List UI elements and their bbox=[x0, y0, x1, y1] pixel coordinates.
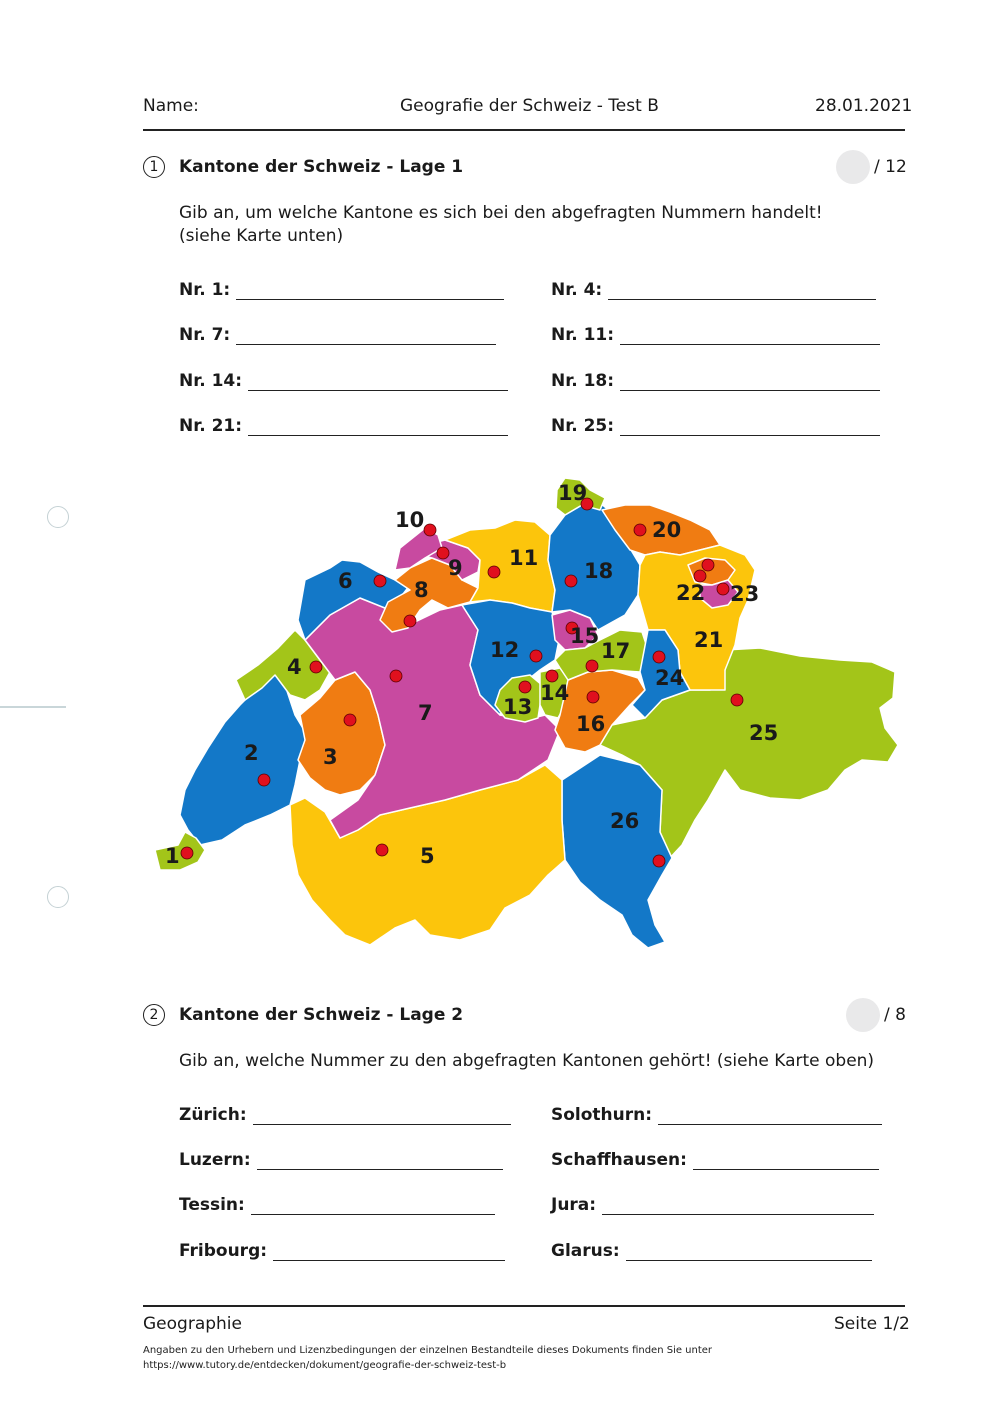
capital-dot bbox=[530, 650, 542, 662]
field-label: Nr. 1: bbox=[179, 280, 231, 300]
canton-label-3: 3 bbox=[323, 745, 338, 769]
capital-dot bbox=[717, 583, 729, 595]
task-1-max-score: / 12 bbox=[874, 157, 907, 177]
answer-line[interactable] bbox=[602, 1198, 874, 1215]
canton-label-17: 17 bbox=[601, 639, 631, 663]
canton-label-6: 6 bbox=[338, 569, 353, 593]
name-label: Name: bbox=[143, 96, 199, 116]
canton-label-20: 20 bbox=[652, 518, 682, 542]
canton-label-14: 14 bbox=[540, 681, 570, 705]
canton-label-16: 16 bbox=[576, 712, 606, 736]
answer-field-zuerich[interactable] bbox=[179, 1105, 511, 1125]
task-2-max-score: / 8 bbox=[884, 1005, 906, 1025]
field-label: Nr. 7: bbox=[179, 325, 231, 345]
document-date: 28.01.2021 bbox=[815, 96, 913, 116]
capital-dot bbox=[181, 847, 193, 859]
task-2-title: Kantone der Schweiz - Lage 2 bbox=[179, 1005, 464, 1025]
field-label: Luzern: bbox=[179, 1150, 251, 1170]
canton-label-23: 23 bbox=[730, 582, 760, 606]
canton-label-8: 8 bbox=[414, 578, 429, 602]
answer-line[interactable] bbox=[658, 1108, 882, 1125]
canton-label-24: 24 bbox=[655, 666, 685, 690]
canton-label-21: 21 bbox=[694, 628, 724, 652]
canton-label-26: 26 bbox=[610, 809, 640, 833]
answer-field-schaffhausen[interactable] bbox=[551, 1150, 879, 1170]
canton-label-15: 15 bbox=[570, 624, 600, 648]
capital-dot bbox=[565, 575, 577, 587]
capital-dot bbox=[310, 661, 322, 673]
canton-label-2: 2 bbox=[244, 741, 259, 765]
footer-rule bbox=[143, 1305, 905, 1307]
answer-line[interactable] bbox=[626, 1244, 872, 1261]
field-label: Fribourg: bbox=[179, 1241, 268, 1261]
canton-label-22: 22 bbox=[676, 581, 706, 605]
field-label: Nr. 21: bbox=[179, 416, 243, 436]
answer-field-jura[interactable] bbox=[551, 1195, 874, 1215]
field-label: Nr. 11: bbox=[551, 325, 615, 345]
capital-dot bbox=[587, 691, 599, 703]
document-title: Geografie der Schweiz - Test B bbox=[400, 96, 659, 116]
task-1-title: Kantone der Schweiz - Lage 1 bbox=[179, 157, 464, 177]
answer-field-tessin[interactable] bbox=[179, 1195, 495, 1215]
answer-field-solothurn[interactable] bbox=[551, 1105, 882, 1125]
field-label: Schaffhausen: bbox=[551, 1150, 687, 1170]
canton-label-13: 13 bbox=[503, 695, 533, 719]
field-label: Zürich: bbox=[179, 1105, 247, 1125]
task-1-instruction-line-2: (siehe Karte unten) bbox=[179, 226, 344, 246]
answer-line[interactable] bbox=[693, 1153, 879, 1170]
license-note-url[interactable]: https://www.tutory.de/entdecken/dokument/geografie-der-schweiz-test-b bbox=[143, 1360, 507, 1371]
footer-license-note bbox=[143, 1343, 712, 1373]
capital-dot bbox=[634, 524, 646, 536]
capital-dot bbox=[488, 566, 500, 578]
canton-label-1: 1 bbox=[165, 844, 180, 868]
capital-dot bbox=[390, 670, 402, 682]
answer-field-luzern[interactable] bbox=[179, 1150, 503, 1170]
field-label: Tessin: bbox=[179, 1195, 245, 1215]
capital-dot bbox=[702, 559, 714, 571]
canton-label-12: 12 bbox=[490, 638, 520, 662]
answer-line[interactable] bbox=[251, 1198, 495, 1215]
field-label: Nr. 18: bbox=[551, 371, 615, 391]
capital-dot bbox=[653, 651, 665, 663]
capital-dot bbox=[731, 694, 743, 706]
capital-dot bbox=[653, 855, 665, 867]
canton-label-19: 19 bbox=[558, 481, 588, 505]
answer-line[interactable] bbox=[273, 1244, 505, 1261]
field-label: Nr. 25: bbox=[551, 416, 615, 436]
field-label: Nr. 4: bbox=[551, 280, 603, 300]
task-2-score-field[interactable] bbox=[846, 998, 880, 1032]
answer-field-fribourg[interactable] bbox=[179, 1241, 505, 1261]
task-1-number: 1 bbox=[143, 156, 165, 178]
field-label: Jura: bbox=[551, 1195, 597, 1215]
canton-label-5: 5 bbox=[420, 844, 435, 868]
answer-line[interactable] bbox=[257, 1153, 503, 1170]
canton-26-region bbox=[562, 755, 672, 948]
capital-dot bbox=[258, 774, 270, 786]
capital-dot bbox=[376, 844, 388, 856]
capital-dot bbox=[424, 524, 436, 536]
answer-line[interactable] bbox=[253, 1108, 511, 1125]
footer-page-number: Seite 1/2 bbox=[834, 1314, 910, 1334]
canton-label-9: 9 bbox=[448, 556, 463, 580]
answer-field-glarus[interactable] bbox=[551, 1241, 872, 1261]
task-2-instruction: Gib an, welche Nummer zu den abgefragten Kantonen gehört! (siehe Karte oben) bbox=[179, 1051, 875, 1071]
canton-label-7: 7 bbox=[418, 701, 433, 725]
task-2-number: 2 bbox=[143, 1004, 165, 1026]
canton-label-18: 18 bbox=[584, 559, 614, 583]
canton-label-4: 4 bbox=[287, 655, 302, 679]
field-label: Glarus: bbox=[551, 1241, 620, 1261]
canton-label-10: 10 bbox=[395, 508, 425, 532]
footer-subject: Geographie bbox=[143, 1314, 242, 1334]
field-label: Solothurn: bbox=[551, 1105, 653, 1125]
canton-label-11: 11 bbox=[509, 546, 539, 570]
canton-label-25: 25 bbox=[749, 721, 779, 745]
capital-dot bbox=[374, 575, 386, 587]
capital-dot bbox=[344, 714, 356, 726]
capital-dot bbox=[404, 615, 416, 627]
task-1-instruction-line-1: Gib an, um welche Kantone es sich bei den abgefragten Nummern handelt! bbox=[179, 203, 823, 223]
capital-dot bbox=[519, 681, 531, 693]
license-note-text: Angaben zu den Urhebern und Lizenzbedingungen der einzelnen Bestandteile dieses Dokuments finden Sie unter bbox=[143, 1345, 713, 1356]
capital-dot bbox=[586, 660, 598, 672]
field-label: Nr. 14: bbox=[179, 371, 243, 391]
